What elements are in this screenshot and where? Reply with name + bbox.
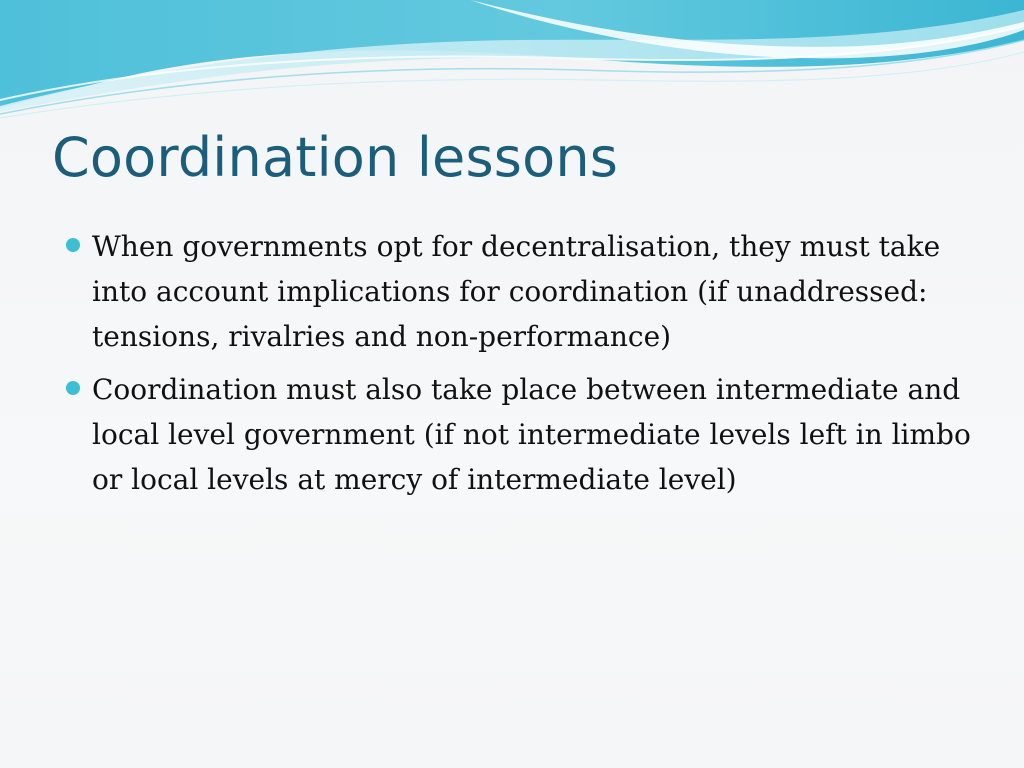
bullet-dot-icon bbox=[66, 381, 80, 395]
bullet-dot-icon bbox=[66, 238, 80, 252]
bullet-item bbox=[66, 367, 986, 502]
slide-title: Coordination lessons bbox=[52, 126, 619, 189]
bullet-text: When governments opt for decentralisation, they must take into account implications for coordination (if unaddressed: tensions, rivalries and non-performance) bbox=[92, 230, 941, 353]
header-wave-decoration bbox=[0, 0, 1024, 120]
bullet-list bbox=[66, 224, 986, 510]
bullet-item bbox=[66, 224, 986, 359]
bullet-text: Coordination must also take place between intermediate and local level government (if not intermediate levels left in limbo or local levels at mercy of intermediate level) bbox=[92, 373, 971, 496]
